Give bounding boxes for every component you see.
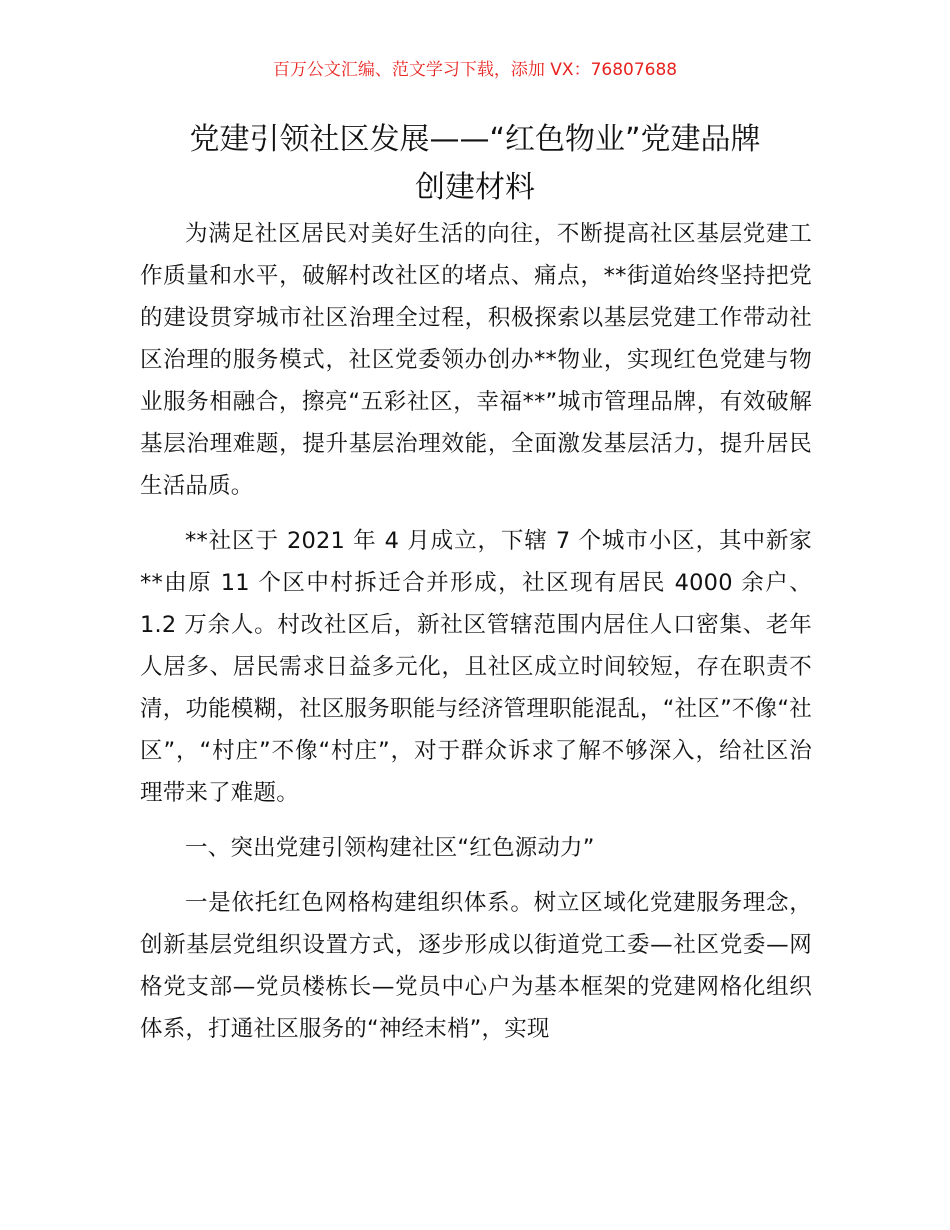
document-title-line-2: 创建材料 <box>415 170 535 205</box>
document-title-line-1: 党建引领社区发展——“红色物业”党建品牌 <box>189 122 761 157</box>
section-heading-1: 一、突出党建引领构建社区“红色源动力” <box>185 835 595 861</box>
paragraph-background: **社区于 2021 年 4 月成立，下辖 7 个城市小区，其中新家**由原 11 个区中村拆迁合并形成，社区现有居民 4000 余户、1.2 万余人。村改社区后，新社区管辖范围内居住人口密集、老年人居多、居民需求日益多元化，且社区成立时间较短，存在职责不清，功能模糊，社区服务职能与经济管理职能混乱，“社区”不像“社区”，“村庄”不像“村庄”，对于群众诉求了解不够深入，给社区治理带来了难题。 <box>140 528 812 806</box>
paragraph-intro: 为满足社区居民对美好生活的向往，不断提高社区基层党建工作质量和水平，破解村改社区的堵点、痛点，**街道始终坚持把党的建设贯穿城市社区治理全过程，积极探索以基层党建工作带动社区治理的服务模式，社区党委领办创办**物业，实现红色党建与物业服务相融合，擦亮“五彩社区，幸福**”城市管理品牌，有效破解基层治理难题，提升基层治理效能，全面激发基层活力，提升居民生活品质。 <box>140 221 812 499</box>
document-title <box>120 116 830 212</box>
paragraph-section-1-point-1: 一是依托红色网格构建组织体系。树立区域化党建服务理念，创新基层党组织设置方式，逐步形成以街道党工委—社区党委—网格党支部—党员楼栋长—党员中心户为基本框架的党建网格化组织体系，打通社区服务的“神经末梢”，实现 <box>140 890 812 1042</box>
document-body <box>140 213 812 1063</box>
header-watermark-note: 百万公文汇编、范文学习下载，添加 VX：76807688 <box>272 60 678 80</box>
